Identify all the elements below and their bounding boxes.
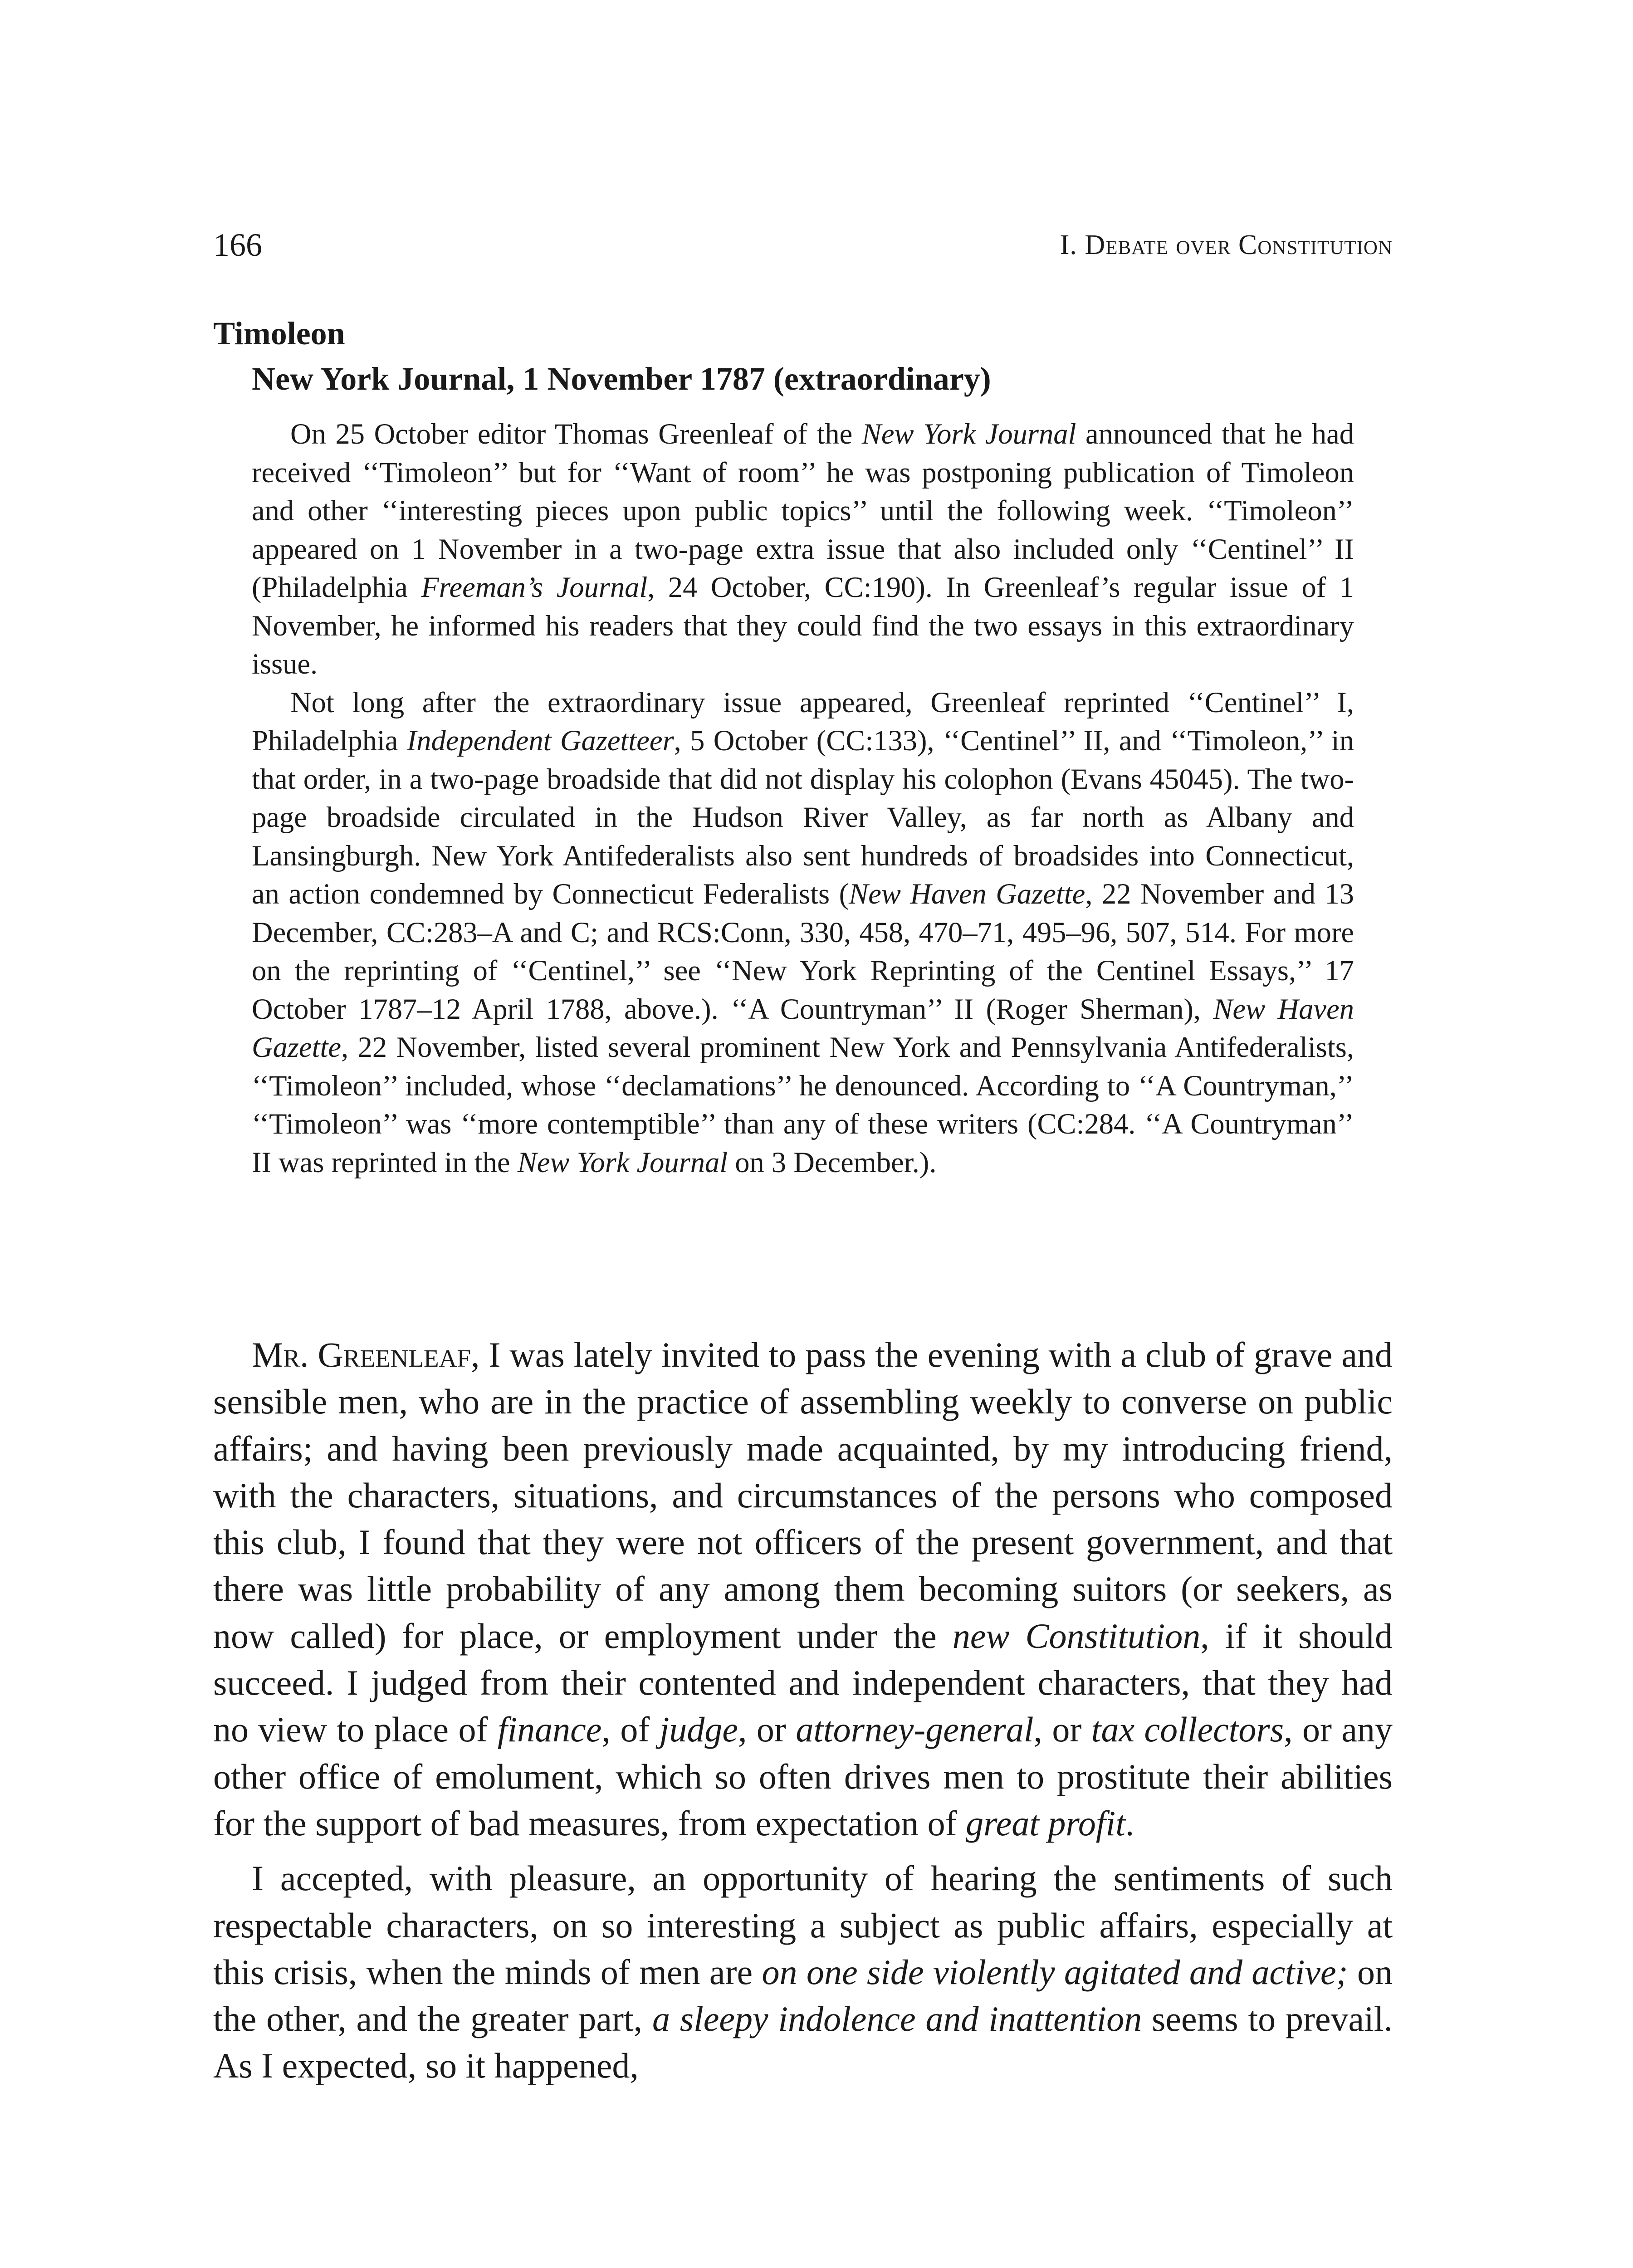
headnote-paragraph: Not long after the extraordinary issue appeared, Greenleaf reprinted ‘‘Centinel’’ I, Philadelphia Independent Gazetteer, 5 October (CC:133), ‘‘Centinel’’ II, and ‘‘Timoleon,’’ in that order, in a two-page broadside that did not display his colophon (Evans 45045). The two-page broadside circulated in the Hudson River Valley, as far north as Albany and Lansingburgh. New York Antifederalists also sent hundreds of broadsides into Connecticut, an action condemned by Connecticut Federalists (New Haven Gazette, 22 November and 13 December, CC:283–A and C; and RCS:Conn, 330, 458, 470–71, 495–96, 507, 514. For more on the reprinting of ‘‘Centinel,’’ see ‘‘New York Reprinting of the Centinel Essays,’’ 17 October 1787–12 April 1788, above.). ‘‘A Countryman’’ II (Roger Sherman), New Haven Gazette, 22 November, listed several prominent New York and Pennsylvania Antifederalists, ‘‘Timoleon’’ included, whose ‘‘declamations’’ he denounced. According to ‘‘A Countryman,’’ ‘‘Timoleon’’ was ‘‘more contemptible’’ than any of these writers (CC:284. ‘‘A Countryman’’ II was reprinted in the New York Journal on 3 December.). — [252, 686, 1354, 1178]
small-caps-run: Mr. Greenleaf — [252, 1335, 471, 1374]
italic-run: on one side violently agitated and active; — [762, 1952, 1348, 1992]
italic-run: Independent Gazetteer — [406, 724, 674, 757]
essay-body — [213, 1331, 1393, 2089]
italic-run: finance — [497, 1710, 602, 1750]
italic-run: Freeman’s Journal — [421, 571, 648, 603]
italic-run: New Haven Gazette — [252, 992, 1354, 1063]
italic-run: New York Journal — [861, 418, 1076, 450]
editorial-headnote — [252, 415, 1354, 1182]
italic-run: tax collectors — [1091, 1710, 1284, 1750]
body-paragraph: I accepted, with pleasure, an opportunity of hearing the sentiments of such respectable characters, on so interesting a subject as public affairs, especially at this crisis, when the minds of men are on one side violently agitated and active; on the other, and the greater part, a sleepy indolence and inattention seems to prevail. As I expected, so it happened, — [213, 1858, 1393, 2086]
headnote-paragraph: On 25 October editor Thomas Greenleaf of the New York Journal announced that he had received ‘‘Timoleon’’ but for ‘‘Want of room’’ he was postponing publication of Timoleon and other ‘‘interesting pieces upon public topics’’ until the following week. ‘‘Timoleon’’ appeared on 1 November in a two-page extra issue that also included only ‘‘Centinel’’ II (Philadelphia Freeman’s Journal, 24 October, CC:190). In Greenleaf’s regular issue of 1 November, he informed his readers that they could find the two essays in this extraordinary issue. — [252, 418, 1354, 680]
italic-run: judge — [659, 1710, 738, 1750]
body-paragraph: Mr. Greenleaf, I was lately invited to pass the evening with a club of grave and sensible men, who are in the practice of assembling weekly to converse on public affairs; and having been previously made acquainted, by my introducing friend, with the characters, situations, and circumstances of the persons who composed this club, I found that they were not officers of the present government, and that there was little probability of any among them becoming suitors (or seekers, as now called) for place, or employment under the new Constitution, if it should succeed. I judged from their contented and independent characters, that they had no view to place of finance, of judge, or attorney-general, or tax collectors, or any other office of emolument, which so often drives men to prostitute their abilities for the support of bad measures, from expectation of great profit. — [213, 1335, 1393, 1843]
running-head — [213, 222, 1393, 272]
page-number: 166 — [213, 227, 262, 263]
italic-run: New York Journal — [517, 1146, 728, 1178]
italic-run: great profit — [966, 1803, 1125, 1843]
italic-run: new Constitution — [952, 1616, 1201, 1656]
italic-run: a sleepy indolence and inattention — [652, 1999, 1142, 2039]
italic-run: New Haven Gazette — [849, 878, 1085, 910]
section-title: I. Debate over Constitution — [1060, 230, 1393, 260]
document-title: Timoleon — [213, 315, 345, 352]
italic-run: attorney-general — [796, 1710, 1034, 1750]
document-source: New York Journal, 1 November 1787 (extraordinary) — [252, 361, 991, 397]
